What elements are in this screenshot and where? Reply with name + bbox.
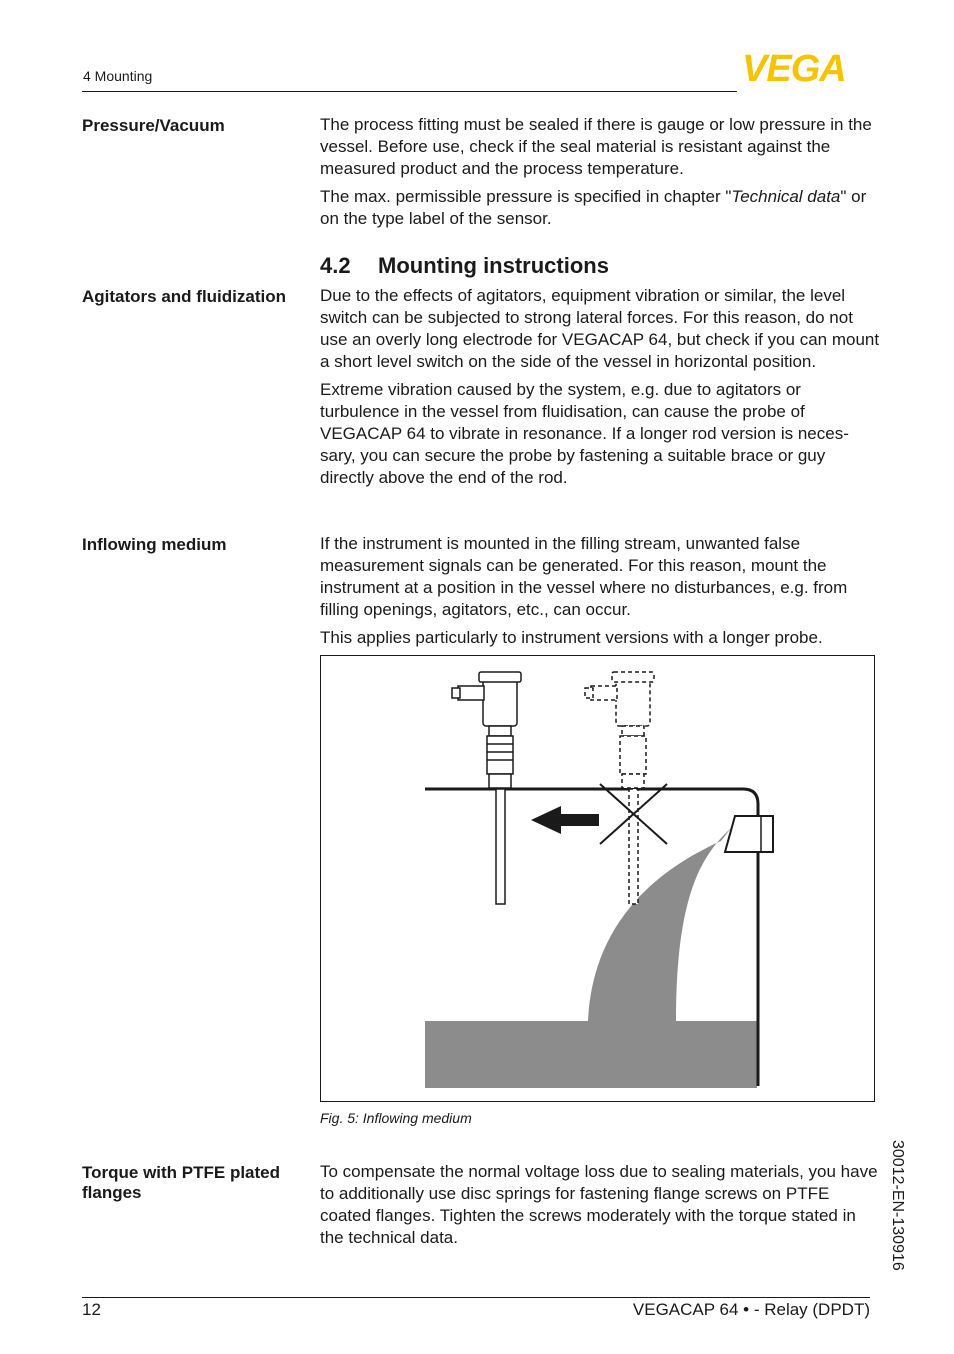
pressure-p2-after: " or on the type label of the sensor. bbox=[320, 187, 867, 228]
filling-nozzle bbox=[725, 816, 773, 852]
inflowing-paragraph-1: If the instrument is mounted in the filling stream, unwanted false measurement signals can be generated. For this reason, mount the instrument at a position in the vessel where no disturbances, e.g. from filling openings, agitators, etc., can occur. bbox=[320, 534, 848, 619]
figure-illustration bbox=[321, 656, 874, 1101]
agitators-paragraph-2: Extreme vibration caused by the system, e.g. due to agitators or turbulence in the vessel from fluidisation, can cause the probe of VEGACAP 64 to vibrate in resonance. If a longer rod version is neces-sary, you can secure the probe by fastening a suitable brace or guy directly above the end of the rod. bbox=[320, 380, 849, 487]
document-code-text: 30012-EN-130916 bbox=[889, 1140, 906, 1271]
footer-document-title: VEGACAP 64 • - Relay (DPDT) bbox=[632, 1300, 870, 1319]
label-pressure-vacuum: Pressure/Vacuum bbox=[82, 116, 225, 135]
section-number: 4.2 bbox=[320, 253, 351, 278]
pressure-p2-before: The max. permissible pressure is specified in chapter " bbox=[320, 187, 732, 206]
header-rule bbox=[82, 91, 737, 92]
footer-rule bbox=[82, 1297, 870, 1298]
page-number: 12 bbox=[82, 1300, 101, 1319]
document-code-vertical bbox=[884, 1140, 906, 1300]
pressure-vacuum-text bbox=[320, 114, 880, 230]
running-header-section: 4 Mounting bbox=[83, 68, 153, 84]
vega-logo bbox=[742, 50, 872, 89]
pressure-p2-italic: Technical data bbox=[731, 187, 841, 206]
label-agitators: Agitators and fluidization bbox=[82, 287, 286, 306]
figure-caption: Fig. 5: Inflowing medium bbox=[320, 1110, 472, 1126]
label-torque-ptfe: Torque with PTFE plated flanges bbox=[82, 1163, 281, 1202]
section-title: Mounting instructions bbox=[378, 253, 609, 278]
agitators-text bbox=[320, 285, 880, 489]
vega-logo-graphic bbox=[742, 50, 872, 84]
filling-stream bbox=[588, 828, 731, 1021]
arrow-left-icon bbox=[531, 806, 599, 834]
label-inflowing-medium: Inflowing medium bbox=[82, 535, 227, 554]
medium-pool bbox=[425, 1021, 757, 1088]
agitators-paragraph-1: Due to the effects of agitators, equipment vibration or similar, the level switch can be subjected to strong lateral forces. For this reason, do not use an overly long electrode for VEGACAP 64, but check if you can mount a short level switch on the side of the vessel in horizontal position. bbox=[320, 286, 880, 371]
figure-inflowing-medium bbox=[320, 655, 875, 1102]
torque-paragraph-1: To compensate the normal voltage loss due to sealing materials, you have to additionally use disc springs for fastening flange screws on PTFE coated flanges. Tighten the screws moderately with the torque stated in the technical data. bbox=[320, 1162, 878, 1247]
inflowing-paragraph-2: This applies particularly to instrument versions with a longer probe. bbox=[320, 628, 823, 647]
section-heading bbox=[320, 253, 609, 279]
svg-text:VEGA: VEGA bbox=[742, 50, 846, 84]
inflowing-text bbox=[320, 533, 880, 649]
pressure-paragraph-1: The process fitting must be sealed if there is gauge or low pressure in the vessel. Before use, check if the seal material is resistant against the measured product and the process temperature. bbox=[320, 115, 872, 178]
pressure-paragraph-2 bbox=[320, 186, 880, 230]
torque-text bbox=[320, 1161, 880, 1249]
